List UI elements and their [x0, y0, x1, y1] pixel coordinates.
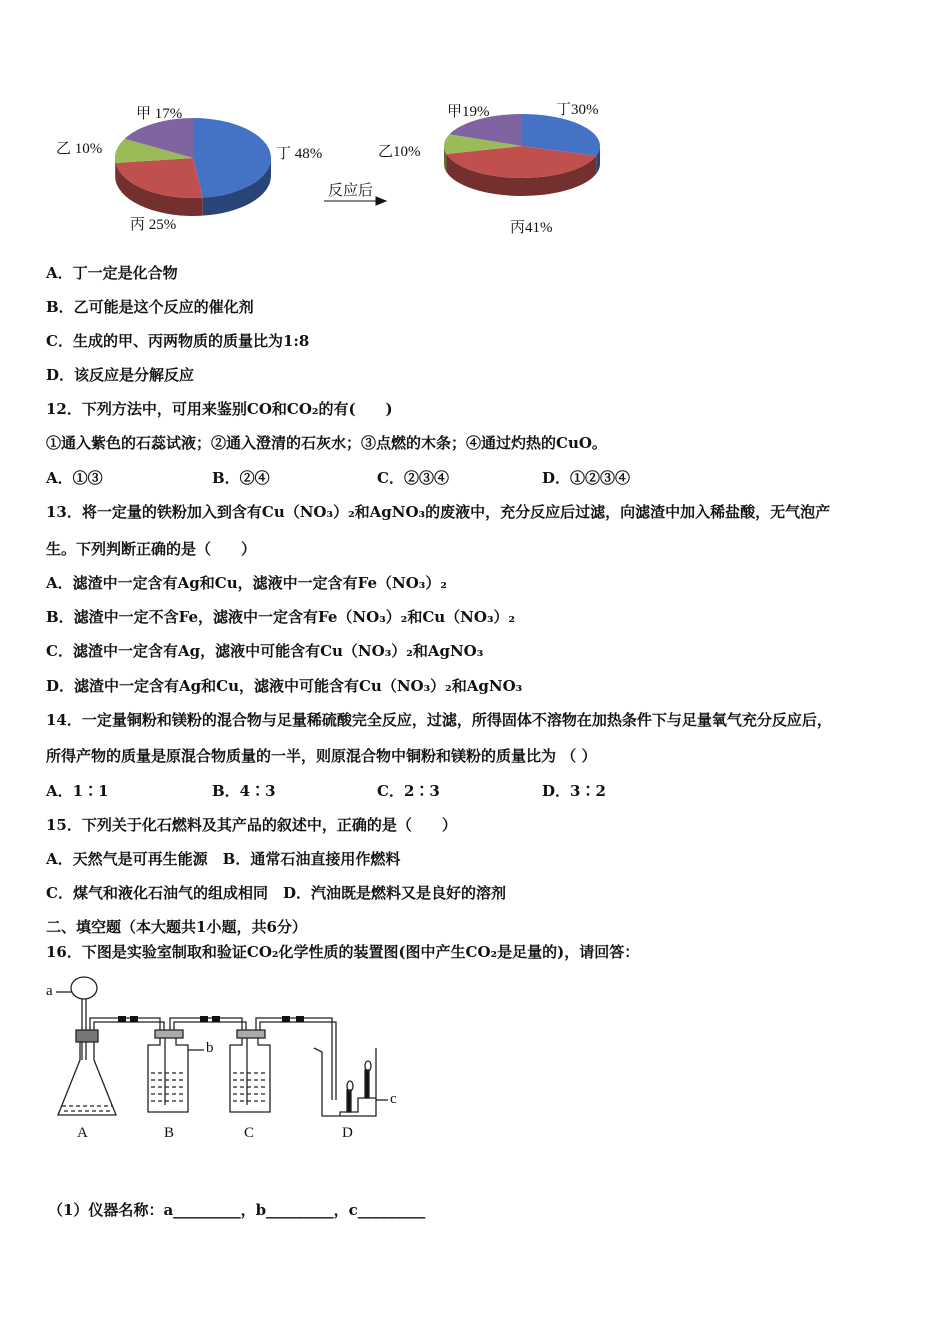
q12-items: ①通入紫色的石蕊试液；②通入澄清的石灰水；③点燃的木条；④通过灼热的CuO。 — [46, 434, 607, 452]
q13-stem-line2: 生。下列判断正确的是（ ） — [46, 540, 257, 558]
q15-options-ab: A．天然气是可再生能源 B．通常石油直接用作燃料 — [46, 850, 401, 868]
q12-option-c: C．②③④ — [377, 469, 449, 487]
pie2-label-jia: 甲19% — [447, 104, 490, 120]
q16-stem: 16．下图是实验室制取和验证CO₂化学性质的装置图(图中产生CO₂是足量的)，请回答： — [46, 943, 640, 961]
q14-stem-line1: 14．一定量铜粉和镁粉的混合物与足量稀硫酸完全反应，过滤，所得固体不溶物在加热条件下与足量氧气充分反应后， — [46, 711, 832, 729]
separatory-funnel — [71, 977, 97, 999]
q11-option-d: D．该反应是分解反应 — [46, 366, 195, 384]
q11-option-c: C．生成的甲、丙两物质的质量比为1:8 — [46, 332, 310, 350]
bottle-c — [230, 1038, 270, 1112]
q13-option-c: C．滤渣中一定含有Ag，滤液中可能含有Cu（NO₃）₂和AgNO₃ — [46, 642, 484, 660]
q12-option-d: D．①②③④ — [542, 469, 631, 487]
pie2-label-yi: 乙10% — [378, 144, 421, 160]
pie1-label-ding: 丁 48% — [276, 146, 323, 162]
flask-a — [58, 1042, 116, 1115]
q16-sub1: （1）仪器名称：a_________，b_________，c_________ — [48, 1201, 426, 1219]
pie2-label-bing: 丙41% — [510, 220, 553, 236]
q13-option-b: B．滤渣中一定不含Fe，滤液中一定含有Fe（NO₃）₂和Cu（NO₃）₂ — [46, 608, 516, 626]
arrow-label: 反应后 — [328, 183, 374, 199]
q13-option-a: A．滤渣中一定含有Ag和Cu，滤液中一定含有Fe（NO₃）₂ — [46, 574, 447, 592]
q14-option-b: B．4∶3 — [212, 782, 276, 800]
pie1-label-bing: 丙 25% — [130, 217, 177, 233]
beaker-d — [314, 1048, 376, 1116]
q12-option-a: A．①③ — [46, 469, 103, 487]
q11-option-b: B．乙可能是这个反应的催化剂 — [46, 298, 254, 316]
q14-option-c: C．2∶3 — [377, 782, 440, 800]
label-apparatus-d: D — [342, 1125, 353, 1141]
label-apparatus-b: B — [164, 1125, 175, 1141]
pie1-label-yi: 乙 10% — [56, 141, 103, 157]
q13-stem-line1: 13．将一定量的铁粉加入到含有Cu（NO₃）₂和AgNO₃的废液中，充分反应后过滤，向滤渣中加入稀盐酸，无气泡产 — [46, 503, 831, 521]
label-c: c — [390, 1091, 397, 1107]
label-b: b — [206, 1040, 214, 1056]
q11-option-a: A．丁一定是化合物 — [46, 264, 178, 282]
pie1-label-jia: 甲 17% — [136, 106, 183, 122]
q15-options-cd: C．煤气和液化石油气的组成相同 D．汽油既是燃料又是良好的溶剂 — [46, 884, 506, 902]
pie2-label-ding: 丁30% — [556, 102, 599, 118]
q14-option-d: D．3∶2 — [542, 782, 606, 800]
q12-option-b: B．②④ — [212, 469, 270, 487]
label-apparatus-c: C — [244, 1125, 255, 1141]
label-a: a — [46, 983, 53, 999]
q15-stem: 15．下列关于化石燃料及其产品的叙述中，正确的是（ ） — [46, 816, 457, 834]
q14-option-a: A．1∶1 — [46, 782, 109, 800]
bottle-b — [148, 1038, 188, 1112]
stopper-a — [76, 1030, 98, 1042]
q13-option-d: D．滤渣中一定含有Ag和Cu，滤液中可能含有Cu（NO₃）₂和AgNO₃ — [46, 677, 523, 695]
section-heading: 二、填空题（本大题共1小题，共6分） — [46, 918, 307, 936]
q12-stem: 12．下列方法中，可用来鉴别CO和CO₂的有( ) — [46, 400, 393, 418]
label-apparatus-a: A — [77, 1125, 88, 1141]
q14-stem-line2: 所得产物的质量是原混合物质量的一半，则原混合物中铜粉和镁粉的质量比为 （ ） — [46, 747, 597, 765]
